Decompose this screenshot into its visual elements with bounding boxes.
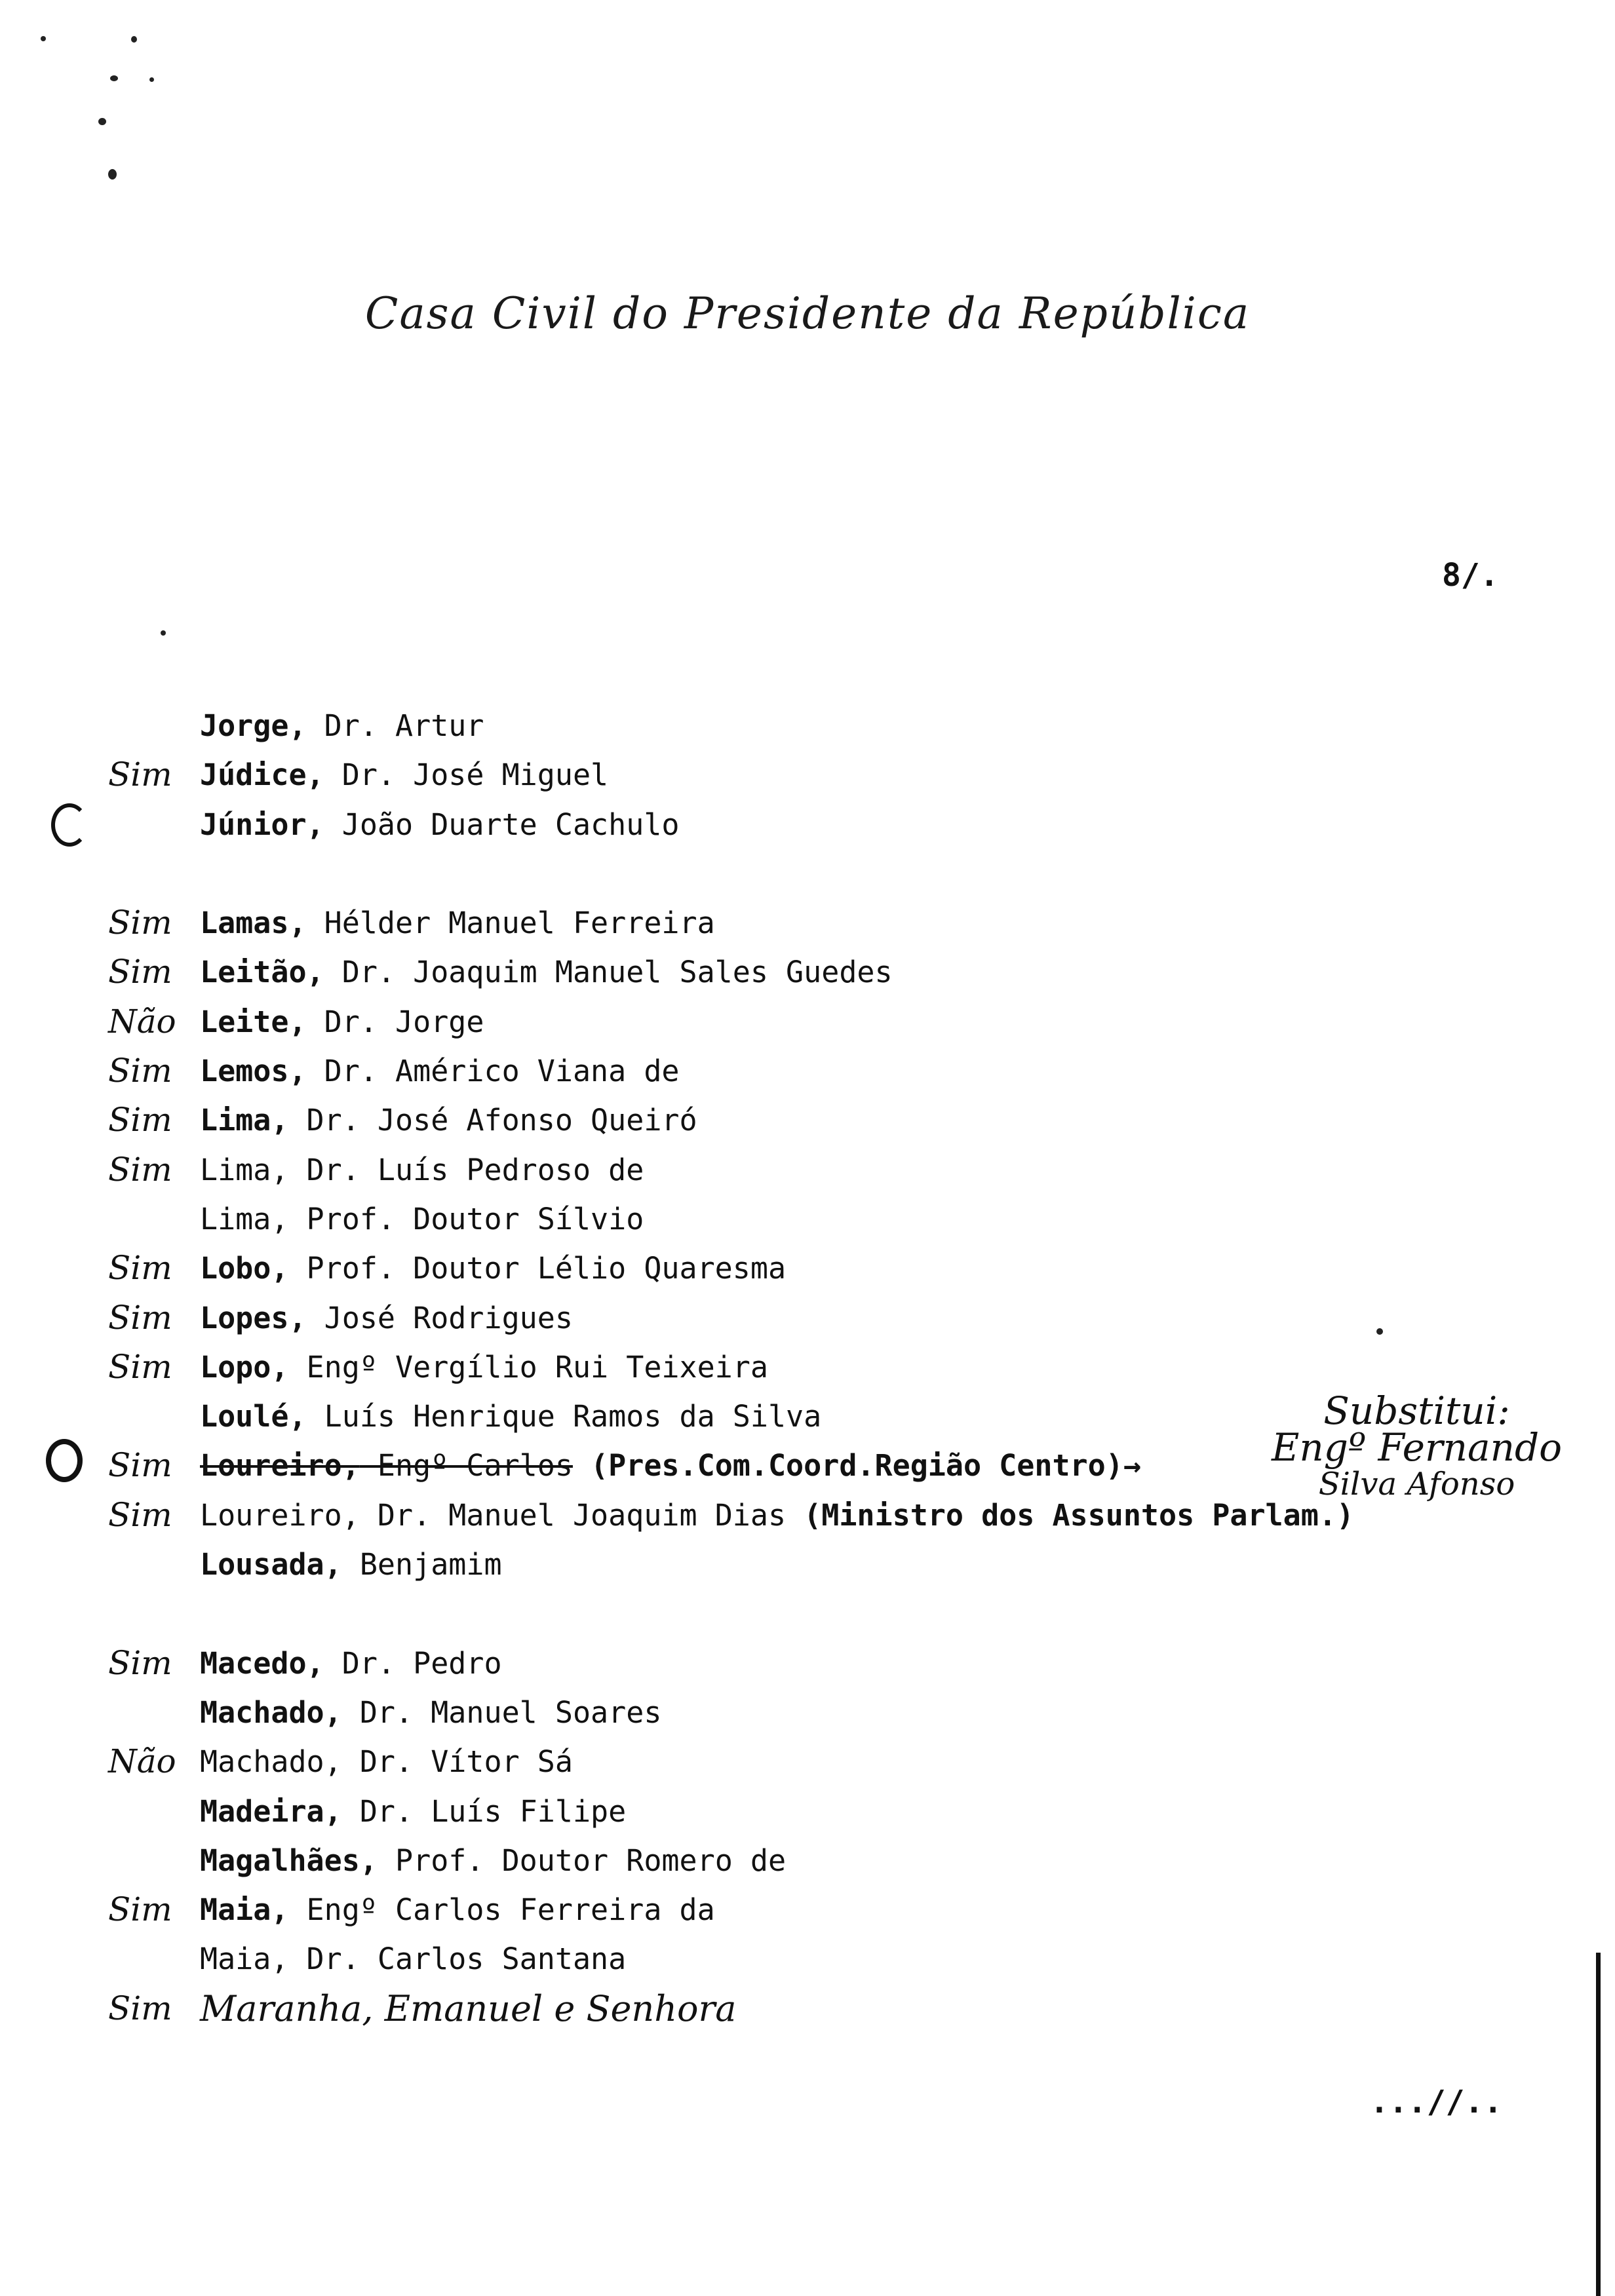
list-item xyxy=(0,947,1615,997)
surname: Machado, xyxy=(200,1694,342,1730)
given-name: Dr. José Afonso Queiró xyxy=(288,1103,697,1138)
given-name: Dr. Artur xyxy=(306,708,484,743)
handwritten-mark: Não xyxy=(108,1742,176,1781)
scan-speck xyxy=(149,77,154,82)
list-item xyxy=(0,1145,1615,1195)
handwritten-mark: Sim xyxy=(108,1890,172,1929)
list-item xyxy=(0,898,1615,947)
surname: Lima, xyxy=(200,1152,289,1187)
given-name: Engº Carlos Ferreira da xyxy=(288,1892,715,1928)
list-item xyxy=(0,1343,1615,1392)
scan-speck xyxy=(131,36,137,43)
list-item xyxy=(0,800,1615,849)
list-item xyxy=(0,1540,1615,1589)
list-item xyxy=(0,1787,1615,1836)
surname: Lousada, xyxy=(200,1547,342,1582)
given-name: Dr. José Miguel xyxy=(324,757,609,793)
handwritten-annotation xyxy=(1272,1388,1562,1502)
given-name: Dr. Pedro xyxy=(324,1645,502,1681)
list-item xyxy=(0,1737,1615,1786)
surname: Macedo, xyxy=(200,1645,324,1681)
scan-edge xyxy=(1596,1953,1601,2296)
given-name: Dr. Carlos Santana xyxy=(288,1942,627,1977)
given-name: Dr. Manuel Soares xyxy=(341,1694,662,1730)
given-name: Dr. Manuel Joaquim Dias xyxy=(359,1497,787,1533)
position-note: (Ministro dos Assuntos Parlam.) xyxy=(786,1497,1355,1533)
scan-speck xyxy=(161,630,166,636)
given-name: Luís Henrique Ramos da Silva xyxy=(306,1399,822,1434)
surname: Maia, xyxy=(200,1942,289,1977)
handwritten-mark: Sim xyxy=(108,756,172,794)
handwritten-mark: Sim xyxy=(108,1101,172,1139)
given-name-struck: Engº Carlos xyxy=(359,1448,573,1483)
surname: Lamas, xyxy=(200,906,307,941)
surname: Lopes, xyxy=(200,1300,307,1335)
surname: Leitão, xyxy=(200,955,324,990)
surname: Jorge, xyxy=(200,708,307,743)
surname: Loulé, xyxy=(200,1399,307,1434)
position-note: (Pres.Com.Coord.Região Centro)→ xyxy=(572,1448,1141,1483)
surname: Magalhães, xyxy=(200,1843,378,1878)
handwritten-mark: Sim xyxy=(108,1150,172,1189)
handwritten-mark: Sim xyxy=(108,1249,172,1288)
page-number: 8/. xyxy=(1442,557,1499,594)
scan-speck xyxy=(108,169,117,180)
scan-speck xyxy=(41,36,46,41)
surname: Lopo, xyxy=(200,1349,289,1385)
given-name: Dr. Vítor Sá xyxy=(341,1744,573,1780)
list-item xyxy=(0,1046,1615,1096)
given-name: Engº Vergílio Rui Teixeira xyxy=(288,1349,768,1385)
list-item xyxy=(0,1934,1615,1983)
handwritten-mark: Sim xyxy=(108,1347,172,1386)
surname: Júnior, xyxy=(200,807,324,842)
given-name: Prof. Doutor Romero de xyxy=(377,1843,787,1878)
surname-struck: Loureiro, xyxy=(200,1448,360,1483)
surname: Lima, xyxy=(200,1103,289,1138)
handwritten-mark: Sim xyxy=(108,1052,172,1090)
list-item xyxy=(0,1639,1615,1688)
list-item xyxy=(0,1244,1615,1293)
scan-speck xyxy=(110,75,118,81)
surname: Lemos, xyxy=(200,1054,307,1089)
list-item xyxy=(0,750,1615,799)
surname: Leite, xyxy=(200,1004,307,1039)
annotation-line: Substitui: xyxy=(1323,1388,1510,1433)
given-name: João Duarte Cachulo xyxy=(324,807,680,842)
given-name: Dr. Luís Pedroso de xyxy=(288,1152,644,1187)
surname: Machado, xyxy=(200,1744,342,1780)
annotation-line: Engº Fernando xyxy=(1272,1425,1562,1470)
given-name: Dr. Américo Viana de xyxy=(306,1054,680,1089)
list-item xyxy=(0,1096,1615,1145)
handwritten-mark: Sim xyxy=(108,1298,172,1337)
surname: Loureiro, xyxy=(200,1497,360,1533)
annotation-line: Silva Afonso xyxy=(1318,1466,1515,1502)
list-item xyxy=(0,1195,1615,1244)
given-name: Hélder Manuel Ferreira xyxy=(306,906,715,941)
handwritten-mark: Sim xyxy=(108,1643,172,1682)
given-name: Prof. Doutor Sílvio xyxy=(288,1201,644,1236)
list-item-handwritten xyxy=(0,1984,1615,2033)
guest-list xyxy=(0,701,1615,2033)
surname: Maia, xyxy=(200,1892,289,1928)
given-name: José Rodrigues xyxy=(306,1300,573,1335)
handwritten-mark: Não xyxy=(108,1002,176,1041)
list-item xyxy=(0,1293,1615,1343)
given-name: Benjamim xyxy=(341,1547,502,1582)
handwritten-mark: Sim xyxy=(108,904,172,942)
given-name: Dr. Jorge xyxy=(306,1004,484,1039)
handwritten-mark: Sim xyxy=(108,1495,172,1534)
list-item xyxy=(0,1688,1615,1737)
given-name: Prof. Doutor Lélio Quaresma xyxy=(288,1251,787,1286)
list-item xyxy=(0,1885,1615,1934)
letterhead: Casa Civil do Presidente da República xyxy=(364,288,1251,339)
given-name: Dr. Luís Filipe xyxy=(341,1793,627,1829)
list-item xyxy=(0,701,1615,750)
list-item xyxy=(0,1836,1615,1885)
given-name: Dr. Joaquim Manuel Sales Guedes xyxy=(324,955,893,990)
surname: Lima, xyxy=(200,1201,289,1236)
handwritten-entry: Maranha, Emanuel e Senhora xyxy=(200,1987,737,2029)
scan-speck xyxy=(98,118,106,125)
continuation-marker: ...//.. xyxy=(1370,2084,1503,2120)
list-item xyxy=(0,997,1615,1046)
surname: Lobo, xyxy=(200,1251,289,1286)
handwritten-mark: Sim xyxy=(108,953,172,991)
section-spacer xyxy=(0,849,1615,898)
handwritten-mark: Sim xyxy=(108,1989,172,2027)
section-spacer xyxy=(0,1589,1615,1638)
surname: Júdice, xyxy=(200,757,324,793)
surname: Madeira, xyxy=(200,1793,342,1829)
handwritten-mark: Sim xyxy=(108,1446,172,1485)
